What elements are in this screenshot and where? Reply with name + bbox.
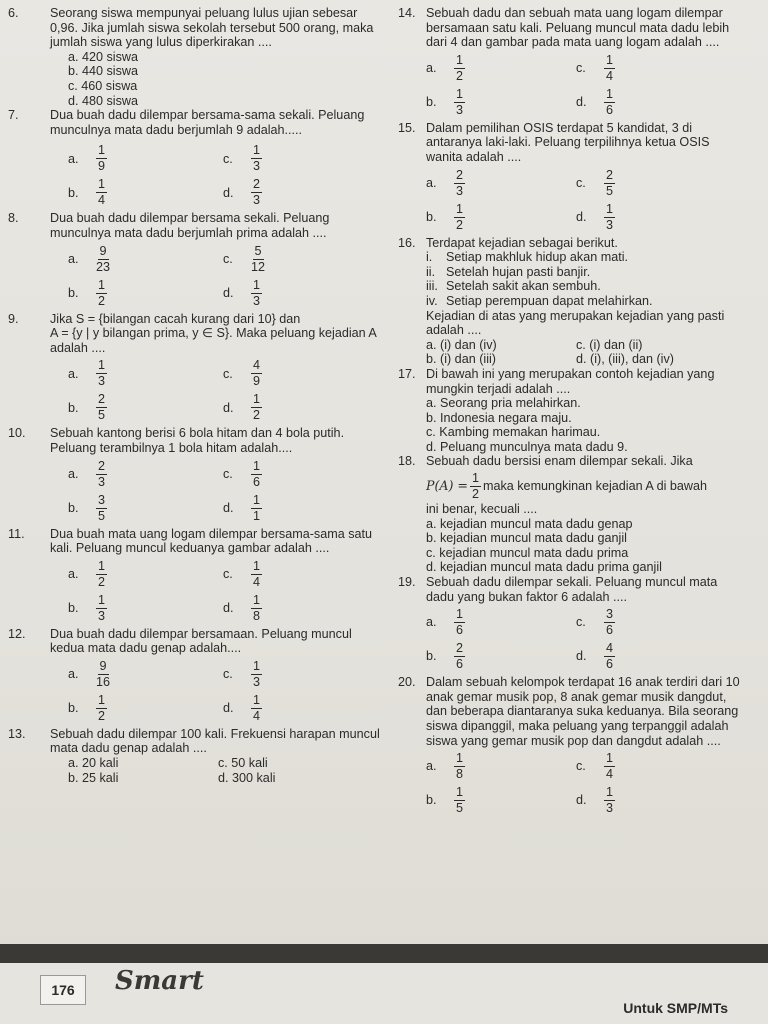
option-d: d. $\frac{1}{3}$ <box>223 277 261 308</box>
option-c: c. Kambing memakan harimau. <box>426 425 601 440</box>
option-b: b. $\frac{1}{5}$ <box>426 785 464 816</box>
question-11 <box>8 527 386 624</box>
option-d: d. 480 siswa <box>68 93 139 108</box>
question-text: Sebuah dadu dan sebuah mata uang logam dilempar bersamaan satu kali. Peluang muncul mata dadu lebih dari 4 dan gambar pada mata uang logam adalah .... <box>426 6 730 50</box>
option-b: b. 440 siswa <box>68 64 139 79</box>
option-b: b. $\frac{1}{4}$ <box>68 177 106 208</box>
question-text-continued: A = {y | y bilangan prima, y ∈ S}. Maka peluang kejadian A adalah .... <box>50 326 377 355</box>
option-d: d. $\frac{1}{8}$ <box>223 592 261 623</box>
option-a: a. $\frac{2}{3}$ <box>68 458 106 489</box>
question-text: Sebuah kantong berisi 6 bola hitam dan 4 bola putih. Peluang terambilnya 1 bola hitam adalah.... <box>50 426 345 455</box>
question-number: 7. <box>8 108 19 123</box>
question-7 <box>8 108 386 208</box>
option-a: a. kejadian muncul mata dadu genap <box>426 516 633 531</box>
question-number: 16. <box>398 235 416 250</box>
question-text-end: ini benar, kecuali .... <box>426 502 538 517</box>
question-number: 8. <box>8 211 19 226</box>
option-c: c. 50 kali <box>218 756 268 771</box>
question-12 <box>8 627 386 724</box>
question-15 <box>398 121 742 233</box>
option-a: a. Seorang pria melahirkan. <box>426 396 581 411</box>
question-text: Sebuah dadu bersisi enam dilempar sekali. Jika <box>426 454 693 469</box>
left-column <box>8 6 386 785</box>
question-text: Jika S = {bilangan cacah kurang dari 10} dan <box>50 311 301 326</box>
option-a: a. 420 siswa <box>68 49 139 64</box>
question-number: 11. <box>8 526 25 541</box>
question-number: 9. <box>8 311 19 326</box>
option-a: a. $\frac{1}{3}$ <box>68 358 106 389</box>
page-number: 176 <box>40 975 86 1005</box>
option-b: b. kejadian muncul mata dadu ganjil <box>426 531 627 546</box>
option-c: c. $\frac{3}{6}$ <box>576 607 614 638</box>
option-d: d. (i), (iii), dan (iv) <box>576 352 674 367</box>
right-column <box>398 6 742 819</box>
option-c: c. $\frac{1}{6}$ <box>223 458 261 489</box>
audience-tag: Untuk SMP/MTs <box>623 1000 728 1016</box>
option-d: d. $\frac{1}{3}$ <box>576 201 614 232</box>
option-c: c. $\frac{1}{4}$ <box>576 52 614 83</box>
question-text: Dua buah dadu dilempar bersamaan. Peluang muncul kedua mata dadu genap adalah.... <box>50 626 352 656</box>
option-c: c. $\frac{1}{3}$ <box>223 143 261 174</box>
question-number: 20. <box>398 675 416 690</box>
option-d: d. $\frac{2}{3}$ <box>223 177 261 208</box>
question-19 <box>398 575 742 672</box>
option-c: c. $\frac{5}{12}$ <box>223 243 266 274</box>
question-text: Terdapat kejadian sebagai berikut. <box>426 235 618 250</box>
option-b: b. $\frac{3}{5}$ <box>68 492 106 523</box>
option-b: b. $\frac{1}{2}$ <box>426 201 464 232</box>
option-d: d. $\frac{4}{6}$ <box>576 641 614 672</box>
option-d: d. $\frac{1}{6}$ <box>576 86 614 117</box>
question-8 <box>8 211 386 308</box>
option-b: b. $\frac{2}{6}$ <box>426 641 464 672</box>
question-6 <box>8 6 386 108</box>
option-d: d. $\frac{1}{4}$ <box>223 692 261 723</box>
question-number: 10. <box>8 426 26 441</box>
option-b: b. $\frac{1}{2}$ <box>68 692 106 723</box>
brand-logo: Smart <box>115 966 204 996</box>
option-b: b. (i) dan (iii) <box>426 352 496 367</box>
option-a: a. $\frac{9}{16}$ <box>68 658 111 689</box>
option-b: b. 25 kali <box>68 770 119 785</box>
question-20 <box>398 675 742 816</box>
question-number: 17. <box>398 366 416 381</box>
question-number: 14. <box>398 6 416 20</box>
option-a: a. $\frac{1}{2}$ <box>426 52 464 83</box>
question-10 <box>8 426 386 523</box>
question-9 <box>8 312 386 424</box>
question-text-continued: Kejadian di atas yang merupakan kejadian yang pasti adalah .... <box>426 308 725 338</box>
option-d: d. 300 kali <box>218 770 276 785</box>
question-text: Di bawah ini yang merupakan contoh kejadian yang mungkin terjadi adalah .... <box>426 366 715 396</box>
question-text: Seorang siswa mempunyai peluang lulus ujian sebesar 0,96. Jika jumlah siswa sekolah tersebut 500 orang, maka jumlah siswa yang lulus diperkirakan .... <box>50 6 374 50</box>
option-a: a. (i) dan (iv) <box>426 337 497 352</box>
option-a: a. $\frac{1}{8}$ <box>426 751 464 782</box>
option-b: b. $\frac{1}{2}$ <box>68 277 106 308</box>
list-item: i. Setiap makhluk hidup akan mati. <box>426 250 629 265</box>
event-list <box>426 250 742 308</box>
option-a: a. $\frac{1}{2}$ <box>68 558 106 589</box>
option-a: a. $\frac{1}{9}$ <box>68 143 106 174</box>
option-b: b. $\frac{1}{3}$ <box>426 86 464 117</box>
option-d: d. $\frac{1}{2}$ <box>223 392 261 423</box>
question-13 <box>8 727 386 785</box>
list-item: ii. Setelah hujan pasti banjir. <box>426 264 591 279</box>
option-c: c. $\frac{1}{3}$ <box>223 658 261 689</box>
option-b: b. Indonesia negara maju. <box>426 410 572 425</box>
option-a: a. $\frac{2}{3}$ <box>426 167 464 198</box>
question-number: 12. <box>8 626 26 641</box>
question-number: 6. <box>8 6 19 20</box>
question-16 <box>398 236 742 367</box>
question-text: Sebuah dadu dilempar sekali. Peluang muncul mata dadu yang bukan faktor 6 adalah .... <box>426 575 718 604</box>
list-item: iii. Setelah sakit akan sembuh. <box>426 279 601 294</box>
option-d: d. kejadian muncul mata dadu prima ganjil <box>426 560 662 575</box>
question-number: 18. <box>398 454 416 469</box>
option-c: c. $\frac{2}{5}$ <box>576 167 614 198</box>
option-b: b. $\frac{1}{3}$ <box>68 592 106 623</box>
question-number: 15. <box>398 120 416 135</box>
question-text: Dua buah mata uang logam dilempar bersama-sama satu kali. Peluang muncul keduanya gambar adalah .... <box>50 526 373 556</box>
option-d: d. Peluang munculnya mata dadu 9. <box>426 439 628 454</box>
option-a: a. 20 kali <box>68 756 119 771</box>
option-c: c. $\frac{4}{9}$ <box>223 358 261 389</box>
question-text: Dua buah dadu dilempar bersama-sama sekali. Peluang munculnya mata dadu berjumlah 9 adalah..... <box>50 108 365 137</box>
option-b: b. $\frac{2}{5}$ <box>68 392 106 423</box>
option-a: a. $\frac{1}{6}$ <box>426 607 464 638</box>
option-a: a. $\frac{9}{23}$ <box>68 243 111 274</box>
question-number: 19. <box>398 575 416 590</box>
option-c: c. $\frac{1}{4}$ <box>576 751 614 782</box>
question-text: Dua buah dadu dilempar bersama sekali. Peluang munculnya mata dadu berjumlah prima adalah .... <box>50 211 330 240</box>
option-c: c. (i) dan (ii) <box>576 337 643 352</box>
option-d: d. $\frac{1}{3}$ <box>576 785 614 816</box>
question-14 <box>398 6 742 118</box>
option-c: c. 460 siswa <box>68 78 138 93</box>
question-text-continued: P(A) = $\frac{1}{2}$ maka kemungkinan kejadian A di bawah <box>426 471 708 502</box>
option-c: c. $\frac{1}{4}$ <box>223 558 261 589</box>
question-17 <box>398 367 742 455</box>
option-c: c. kejadian muncul mata dadu prima <box>426 545 629 560</box>
list-item: iv. Setiap perempuan dapat melahirkan. <box>426 293 653 308</box>
question-text: Dalam sebuah kelompok terdapat 16 anak terdiri dari 10 anak gemar musik pop, 8 anak gemar musik dangdut, dan beberapa diantaranya suka keduanya. Bila seorang siswa dipanggil, maka peluang yang terpanggil adalah siswa yang gemar musik pop dan dangdut adalah .... <box>426 675 740 748</box>
question-text: Dalam pemilihan OSIS terdapat 5 kandidat, 3 di antaranya laki-laki. Peluang terpilihnya ketua OSIS wanita adalah .... <box>426 120 710 164</box>
question-number: 13. <box>8 726 26 741</box>
question-text: Sebuah dadu dilempar 100 kali. Frekuensi harapan muncul mata dadu genap adalah .... <box>50 726 380 756</box>
question-18 <box>398 454 742 575</box>
option-d: d. $\frac{1}{1}$ <box>223 492 261 523</box>
